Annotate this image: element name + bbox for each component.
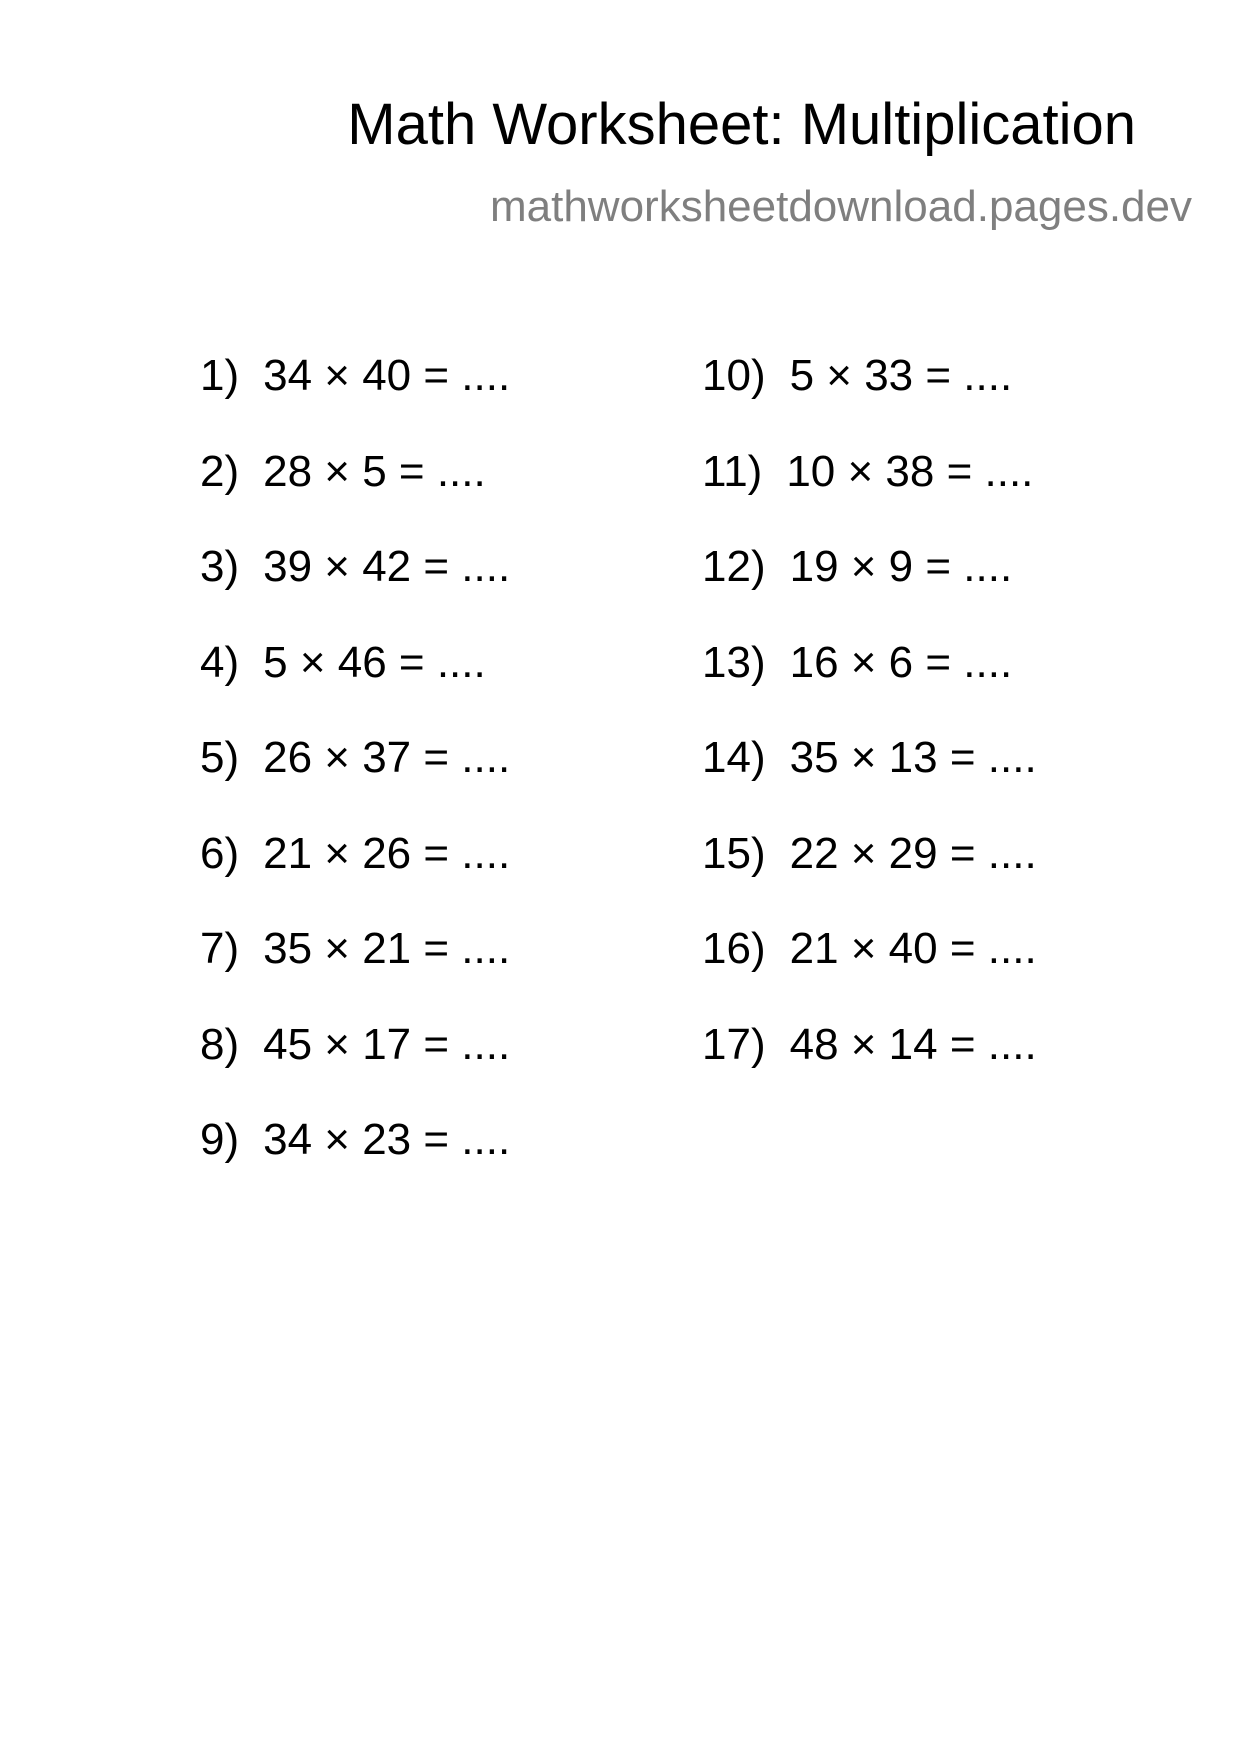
problem-expression: 45 × 17 = .... <box>263 1019 511 1069</box>
problem-number: 1) <box>200 351 240 400</box>
problem-11 <box>702 446 1037 546</box>
problem-6 <box>200 828 511 928</box>
problem-expression: 5 × 33 = .... <box>789 351 1013 400</box>
problem-expression: 28 × 5 = .... <box>263 446 486 496</box>
problem-number: 14) <box>702 733 766 782</box>
problem-expression: 34 × 23 = .... <box>263 1115 511 1164</box>
problem-9 <box>200 1115 511 1214</box>
problem-13 <box>702 637 1037 737</box>
problem-expression: 21 × 26 = .... <box>263 828 511 878</box>
problem-number: 5) <box>200 733 240 782</box>
problem-expression: 39 × 42 = .... <box>263 542 511 591</box>
problem-expression: 22 × 29 = .... <box>789 828 1037 878</box>
problem-2 <box>200 446 510 546</box>
problem-number: 7) <box>200 924 240 973</box>
problem-14 <box>702 733 1037 832</box>
problem-expression: 16 × 6 = .... <box>789 637 1013 687</box>
problem-17 <box>702 1019 1037 1119</box>
problem-column-right <box>702 351 1037 1118</box>
problem-10 <box>702 351 1037 450</box>
problem-expression: 34 × 40 = .... <box>263 351 511 400</box>
problem-number: 12) <box>702 542 766 591</box>
problem-5 <box>200 733 511 832</box>
problem-column-left <box>200 351 511 1214</box>
page-title: Math Worksheet: Multiplication <box>347 92 1136 157</box>
problem-expression: 26 × 37 = .... <box>263 733 511 782</box>
problem-number: 2) <box>200 446 240 496</box>
problem-expression: 5 × 46 = .... <box>263 637 486 687</box>
problem-12 <box>702 542 1037 641</box>
problem-7 <box>200 924 511 1023</box>
problem-expression: 35 × 21 = .... <box>263 924 511 973</box>
problem-expression: 10 × 38 = .... <box>786 446 1034 496</box>
problem-number: 8) <box>200 1019 240 1069</box>
problem-number: 9) <box>200 1115 240 1164</box>
source-url: mathworksheetdownload.pages.dev <box>489 182 1192 231</box>
problem-number: 17) <box>702 1019 766 1069</box>
problem-number: 15) <box>702 828 766 878</box>
problem-number: 6) <box>200 828 240 878</box>
problem-expression: 35 × 13 = .... <box>789 733 1037 782</box>
problem-number: 16) <box>702 924 766 973</box>
problem-15 <box>702 828 1037 928</box>
problem-expression: 48 × 14 = .... <box>789 1019 1037 1069</box>
problem-1 <box>200 351 511 450</box>
problem-number: 4) <box>200 637 240 687</box>
problem-number: 3) <box>200 542 240 591</box>
problem-8 <box>200 1019 511 1119</box>
problem-expression: 21 × 40 = .... <box>789 924 1037 973</box>
problem-16 <box>702 924 1037 1023</box>
problem-number: 11) <box>702 446 763 496</box>
problem-number: 10) <box>702 351 766 400</box>
problem-4 <box>200 637 510 737</box>
problem-expression: 19 × 9 = .... <box>789 542 1013 591</box>
problem-number: 13) <box>702 637 766 687</box>
problem-3 <box>200 542 511 641</box>
